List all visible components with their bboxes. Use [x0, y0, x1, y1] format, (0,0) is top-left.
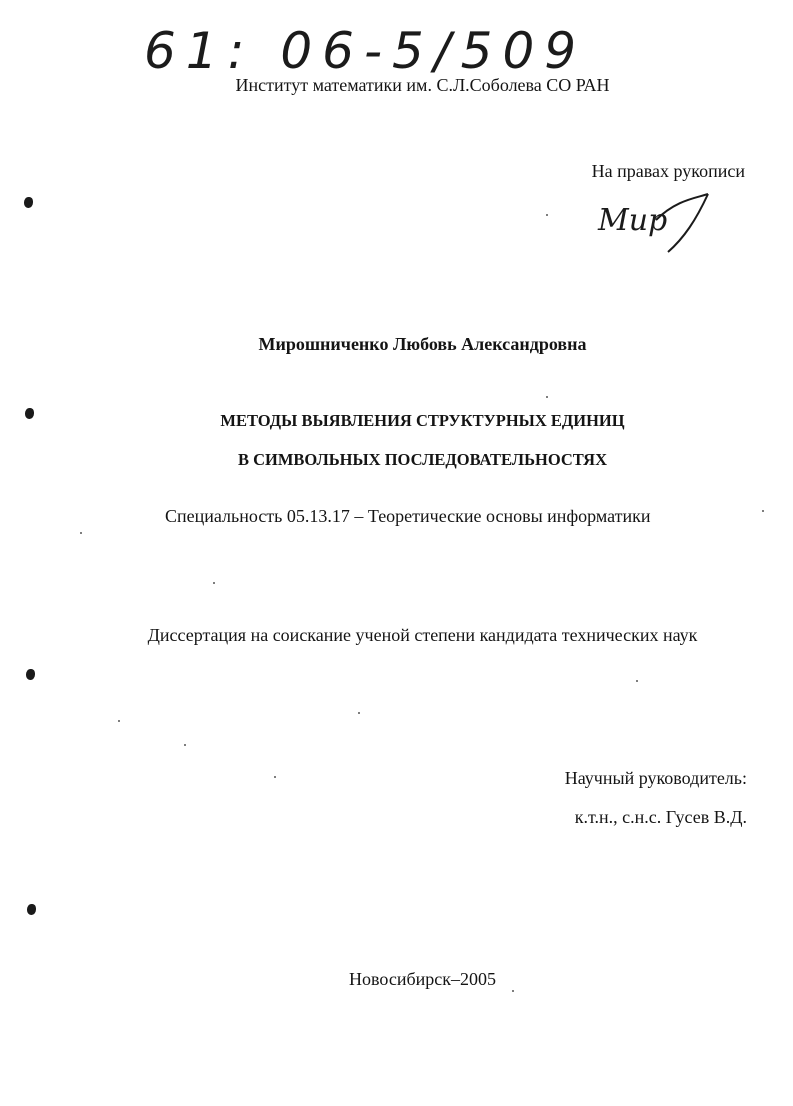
scan-speck: [762, 510, 764, 512]
supervisor-name: к.т.н., с.н.с. Гусев В.Д.: [574, 807, 747, 827]
scan-speck: [546, 214, 548, 216]
manuscript-note: На правах рукописи: [591, 161, 745, 181]
punch-hole-mark: [26, 669, 35, 680]
svg-text:61: 06-5/509: 61: 06-5/509: [144, 22, 587, 80]
author-name: Мирошниченко Любовь Александровна: [258, 334, 587, 354]
scan-speck: [636, 680, 638, 682]
scan-speck: [118, 720, 120, 722]
scan-speck: [512, 990, 514, 992]
supervisor-label: Научный руководитель:: [564, 768, 747, 788]
scan-speck: [213, 582, 215, 584]
city-year: Новосибирск–2005: [349, 969, 496, 989]
thesis-title-line-1: МЕТОДЫ ВЫЯВЛЕНИЯ СТРУКТУРНЫХ ЕДИНИЦ: [220, 411, 625, 430]
scan-speck: [274, 776, 276, 778]
handwritten-archive-code: [140, 10, 587, 80]
institute-name: Институт математики им. С.Л.Соболева СО РАН: [235, 75, 610, 95]
scan-speck: [184, 744, 186, 746]
svg-text:Мир: Мир: [598, 203, 668, 238]
specialty-line: Специальность 05.13.17 – Теоретические основы информатики: [165, 506, 651, 526]
punch-hole-mark: [24, 197, 33, 208]
scan-speck: [80, 532, 82, 534]
punch-hole-mark: [25, 408, 34, 419]
scan-speck: [546, 396, 548, 398]
thesis-title-line-2: В СИМВОЛЬНЫХ ПОСЛЕДОВАТЕЛЬНОСТЯХ: [237, 450, 608, 469]
author-signature: [596, 190, 716, 254]
scan-speck: [358, 712, 360, 714]
dissertation-degree: Диссертация на соискание ученой степени кандидата технических наук: [147, 625, 698, 645]
punch-hole-mark: [27, 904, 36, 915]
